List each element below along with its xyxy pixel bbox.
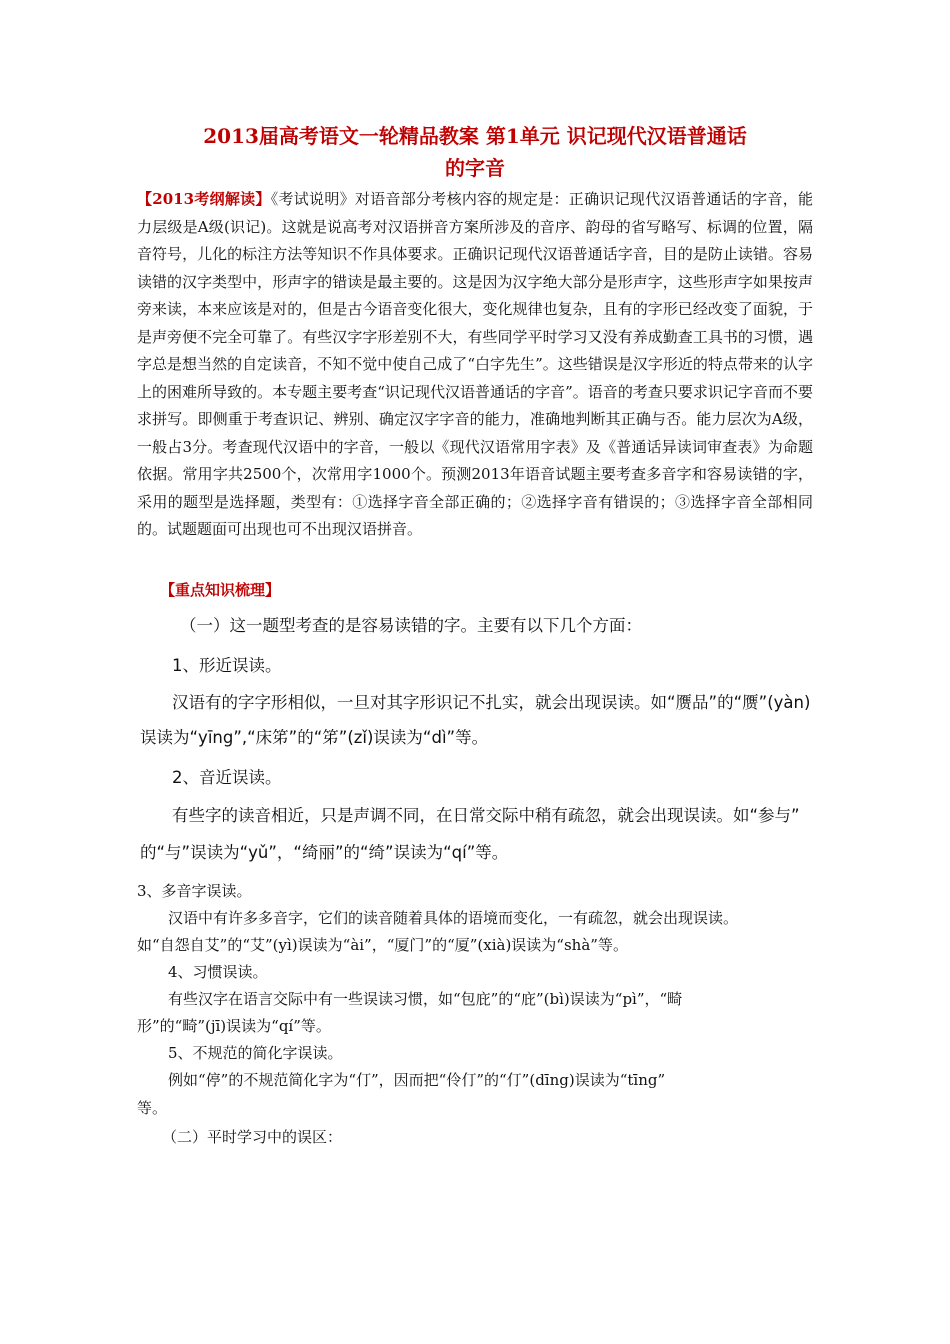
item4-line-1: 有些汉字在语言交际中有一些误读习惯，如“包庇”的“庇”(bì)误读为“pì”，“畸 bbox=[168, 990, 683, 1008]
item1-line-1: 汉语有的字字形相似，一旦对其字形识记不扎实，就会出现误读。如“赝品”的“赝”(yàn) bbox=[172, 693, 811, 712]
item4-title: 4、习惯误读。 bbox=[168, 963, 268, 981]
document-title-line-2: 的字音 bbox=[445, 156, 505, 180]
item3-line-1: 汉语中有许多多音字，它们的读音随着具体的语境而变化，一有疏忽，就会出现误读。 bbox=[168, 909, 739, 927]
item5-title: 5、不规范的简化字误读。 bbox=[168, 1044, 343, 1062]
item2-title: 2、音近误读。 bbox=[172, 768, 282, 787]
section-heading-key-knowledge: 【重点知识梳理】 bbox=[160, 581, 281, 599]
item2-line-2: 的“与”误读为“yǔ”，“绮丽”的“绮”误读为“qí”等。 bbox=[140, 843, 509, 862]
item3-line-2: 如“自怨自艾”的“艾”(yì)误读为“ài”，“厦门”的“厦”(xià)误读为“shà”等。 bbox=[137, 936, 628, 954]
item3-title: 3、多音字误读。 bbox=[137, 882, 252, 900]
exam-outline-paragraph bbox=[137, 186, 813, 544]
document-title-line-1: 2013届高考语文一轮精品教案 第1单元 识记现代汉语普通话 bbox=[203, 124, 747, 148]
item2-line-1: 有些字的读音相近，只是声调不同，在日常交际中稍有疏忽，就会出现误读。如“参与” bbox=[172, 806, 800, 825]
part1-heading: （一）这一题型考查的是容易读错的字。主要有以下几个方面： bbox=[180, 616, 642, 635]
item5-line-2: 等。 bbox=[137, 1099, 168, 1117]
outline-tag: 【2013考纲解读】 bbox=[137, 190, 271, 208]
item5-line-1: 例如“停”的不规范简化字为“仃”，因而把“伶仃”的“仃”(dīng)误读为“tīng” bbox=[168, 1071, 666, 1089]
part2-subheading: （二）平时学习中的误区： bbox=[162, 1128, 343, 1146]
item4-line-2: 形”的“畸”(jī)误读为“qí”等。 bbox=[137, 1017, 331, 1035]
item1-title: 1、形近误读。 bbox=[172, 656, 282, 675]
item1-line-2: 误读为“yīng”,“床笫”的“笫”(zǐ)误读为“dì”等。 bbox=[140, 728, 489, 747]
outline-text: 《考试说明》对语音部分考核内容的规定是：正确识记现代汉语普通话的字音，能力层级是A级(识记)。这就是说高考对汉语拼音方案所涉及的音序、韵母的省写略写、标调的位置，隔音符号，儿化的标注方法等知识不作具体要求。正确识记现代汉语普通话字音，目的是防止读错。容易读错的汉字类型中，形声字的错读是最主要的。这是因为汉字绝大部分是形声字，这些形声字如果按声旁来读，本来应该是对的，但是古今语音变化很大，变化规律也复杂，且有的字形已经改变了面貌，于是声旁便不完全可靠了。有些汉字字形差别不大，有些同学平时学习又没有养成勤查工具书的习惯，遇字总是想当然的自定读音，不知不觉中使自己成了“白字先生”。这些错误是汉字形近的特点带来的认字上的困难所导致的。本专题主要考查“识记现代汉语普通话的字音”。语音的考查只要求识记字音而不要求拼写。即侧重于考查识记、辨别、确定汉字字音的能力，准确地判断其正确与否。能力层次为A级，一般占3分。考查现代汉语中的字音，一般以《现代汉语常用字表》及《普通话异读词审查表》为命题依据。常用字共2500个，次常用字1000个。预测2013年语音试题主要考查多音字和容易读错的字，采用的题型是选择题，类型有：①选择字音全部正确的；②选择字音有错误的；③选择字音全部相同的。试题题面可出现也可不出现汉语拼音。 bbox=[137, 190, 814, 538]
